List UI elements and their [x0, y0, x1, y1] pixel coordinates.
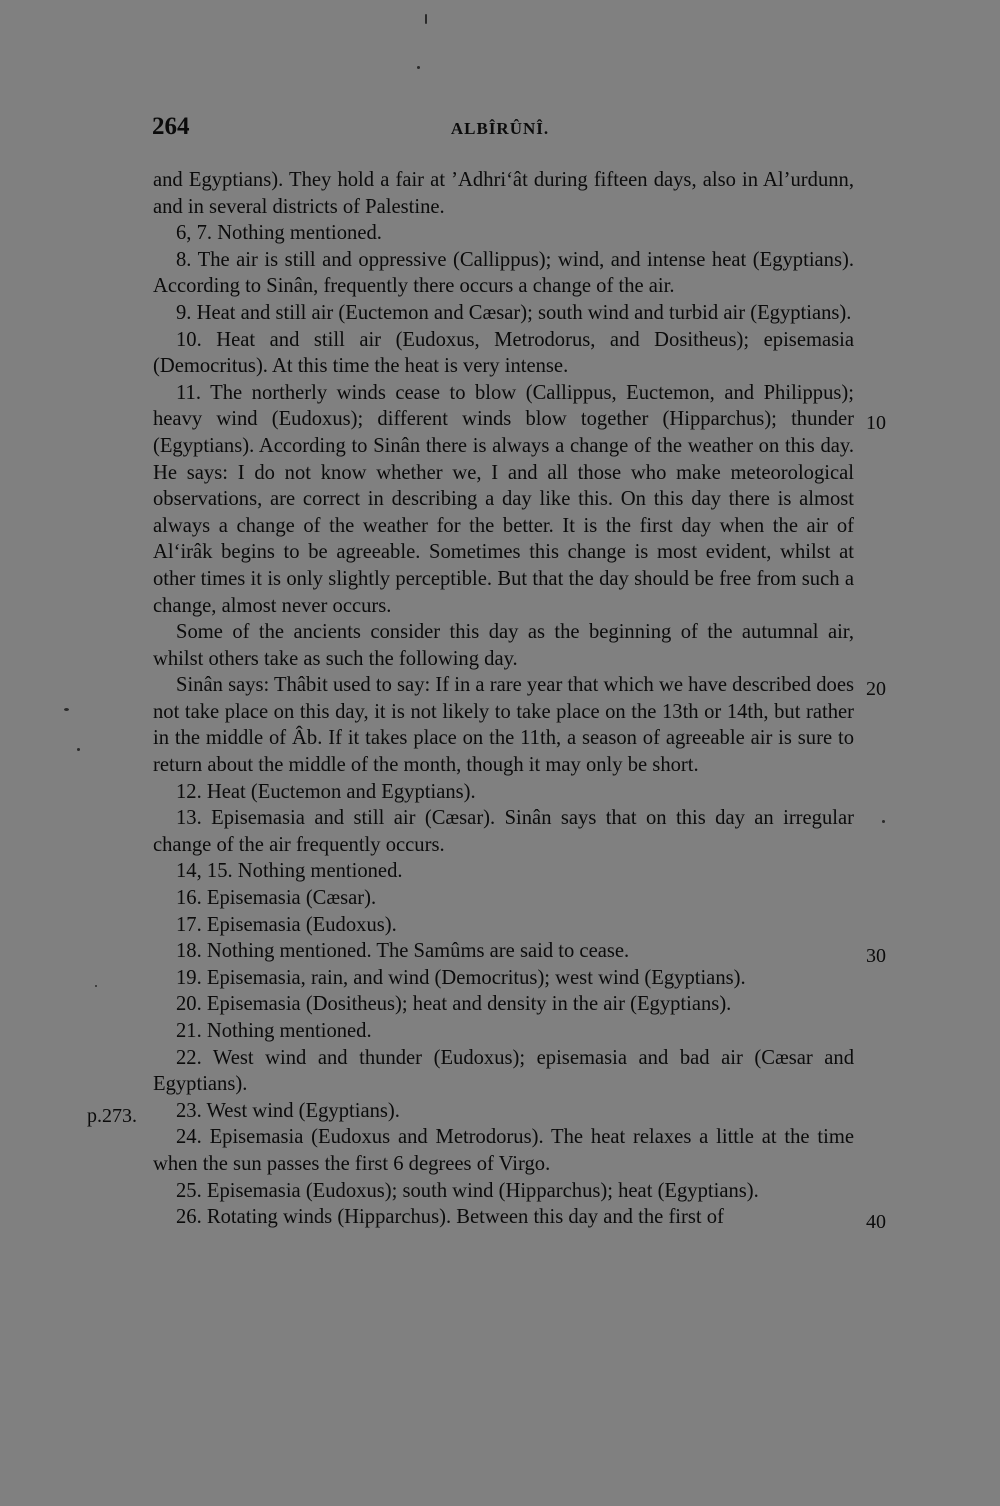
paragraph: 18. Nothing mentioned. The Samûms are said to cease. [176, 940, 630, 963]
page-number: 264 [152, 113, 190, 140]
scan-speck [64, 708, 69, 711]
paragraph: 17. Episemasia (Eudoxus). [176, 913, 397, 936]
paragraph: 13. Episemasia and still air (Cæsar). Sinân says that on this day an irregular change of the air frequently occurs. [153, 807, 854, 856]
paragraph: 10. Heat and still air (Eudoxus, Metrodorus, and Dositheus); episemasia (Democritus). At this time the heat is very intense. [153, 328, 854, 378]
paragraph: 22. West wind and thunder (Eudoxus); episemasia and bad air (Cæsar and Egyptians). [153, 1046, 854, 1096]
paragraph: 19. Episemasia, rain, and wind (Democritus); west wind (Egyptians). [176, 966, 746, 989]
text-body [153, 167, 854, 1231]
scan-speck [882, 820, 885, 823]
paragraph: 9. Heat and still air (Euctemon and Cæsar); south wind and turbid air (Egyptians). [176, 301, 852, 324]
paragraph: 8. The air is still and oppressive (Callippus); wind, and intense heat (Egyptians). According to Sinân, frequently there occurs a change of the air. [153, 248, 854, 298]
paragraph: 11. The northerly winds cease to blow (Callippus, Euctemon, and Philippus); heavy wind (Eudoxus); different winds blow together (Hipparchus); thunder (Egyptians). According to Sinân there is always a change of the weather on this day. He says: I do not know whether we, I and all those who make meteorological observations, are correct in describing a day like this. On this day there is almost always a change of the weather for the better. It is the first day when the air of Al‘irâk begins to be agreeable. Sometimes this change is most evident, whilst at other times it is only slightly perceptible. But that the day should be free from such a change, almost never occurs. [153, 381, 854, 617]
paragraph: 12. Heat (Euctemon and Egyptians). [176, 780, 476, 803]
running-head: ALBÎRÛNÎ. [450, 119, 550, 138]
scan-speck [77, 748, 80, 751]
paragraph: Sinân says: Thâbit used to say: If in a rare year that which we have described does not take place on this day, it is not likely to take place on the 13th or 14th, but rather in the middle of Âb. If it takes place on the 11th, a season of agreeable air is sure to return about the middle of the month, though it may only be short. [153, 674, 854, 777]
line-number-10: 10 [866, 412, 886, 434]
paragraph: 6, 7. Nothing mentioned. [176, 222, 382, 245]
paragraph: 24. Episemasia (Eudoxus and Metrodorus). The heat relaxes a little at the time when the sun passes the first 6 degrees of Virgo. [153, 1126, 854, 1175]
paragraph: Some of the ancients consider this day as the beginning of the autumnal air, whilst others take as such the following day. [153, 621, 854, 670]
line-number-40: 40 [866, 1211, 886, 1233]
line-number-20: 20 [866, 678, 886, 700]
margin-page-reference: p.273. [87, 1105, 137, 1127]
paragraph: 20. Episemasia (Dositheus); heat and density in the air (Egyptians). [176, 993, 732, 1016]
line-number-30: 30 [866, 945, 886, 967]
paragraph: 21. Nothing mentioned. [176, 1020, 372, 1042]
scan-speck [425, 14, 427, 24]
paragraph: 23. West wind (Egyptians). [176, 1099, 400, 1122]
paragraph: 26. Rotating winds (Hipparchus). Between this day and the first of [176, 1206, 724, 1229]
scan-speck [95, 985, 97, 987]
paragraph: 16. Episemasia (Cæsar). [176, 887, 377, 910]
scan-speck [417, 66, 420, 69]
paragraph: and Egyptians). They hold a fair at ’Adhri‘ât during fifteen days, also in Al’urdunn, and in several districts of Palestine. [153, 169, 854, 218]
paragraph: 14, 15. Nothing mentioned. [176, 860, 403, 883]
paragraph: 25. Episemasia (Eudoxus); south wind (Hipparchus); heat (Egyptians). [176, 1179, 759, 1202]
